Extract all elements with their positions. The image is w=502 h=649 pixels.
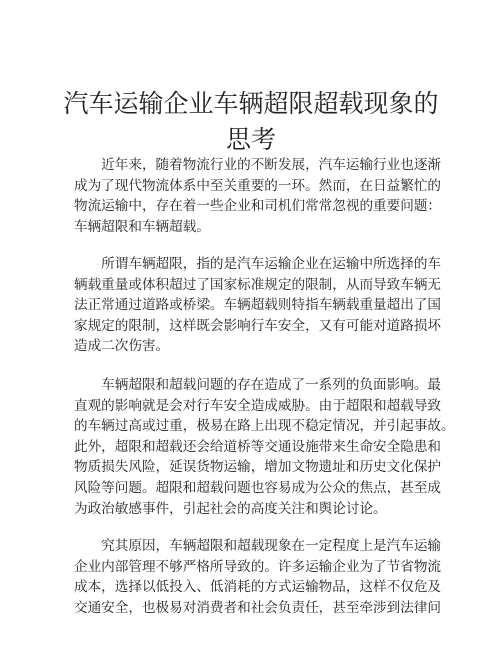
paragraph-4	[74, 536, 442, 618]
paragraph-line: 究其原因，车辆超限和超载现象在一定程度上是汽车运输	[74, 538, 442, 554]
paragraph-line: 为政治敏感事件，引起社会的高度关注和舆论讨论。	[74, 500, 387, 517]
document-title-line-2: 思考	[225, 125, 276, 154]
paragraph-line: 辆载重量或体积超过了国家标准规定的限制，从而导致车辆无	[74, 276, 442, 293]
paragraph-line: 物流运输中，存在着一些企业和司机们常常忽视的重要问题：	[74, 198, 442, 215]
paragraph-line: 造成二次伤害。	[74, 338, 170, 355]
paragraph-line: 车辆超限和车辆超载。	[74, 218, 210, 235]
paragraph-2	[74, 254, 442, 357]
paragraph-line: 交通安全，也极易对消费者和社会负责任，甚至牵涉到法律问	[74, 599, 442, 616]
paragraph-line: 家规定的限制，这样既会影响行车安全，又有可能对道路损坏	[74, 317, 442, 334]
paragraph-line: 物质损失风险，延误货物运输，增加文物遗址和历史文化保护	[74, 459, 442, 476]
paragraph-line: 成本，选择以低投入、低消耗的方式运输物品，这样不仅危及	[74, 579, 442, 596]
paragraph-line: 成为了现代物流体系中至关重要的一环。然而，在日益繁忙的	[74, 177, 442, 194]
paragraph-line: 此外，超限和超载还会给道桥等交通设施带来生命安全隐患和	[74, 438, 442, 455]
paragraph-line: 所谓车辆超限，指的是汽车运输企业在运输中所选择的车	[74, 256, 442, 272]
document-title-line-1: 汽车运输企业车辆超限超载现象的	[63, 89, 439, 118]
paragraph-line: 车辆超限和超载问题的存在造成了一系列的负面影响。最	[74, 377, 442, 393]
paragraph-line: 近年来，随着物流行业的不断发展，汽车运输行业也逐渐	[74, 157, 442, 173]
paragraph-line: 企业内部管理不够严格所导致的。许多运输企业为了节省物流	[74, 558, 442, 575]
paragraph-1	[74, 155, 442, 237]
paragraph-line: 风险等问题。超限和超载问题也容易成为公众的焦点，甚至成	[74, 479, 442, 496]
paragraph-line: 的车辆过高或过重，极易在路上出现不稳定情况，并引起事故。	[74, 418, 455, 435]
paragraph-3	[74, 375, 455, 519]
paragraph-line: 法正常通过道路或桥梁。车辆超载则特指车辆载重量超出了国	[74, 297, 442, 314]
paragraph-line: 直观的影响就是会对行车安全造成威胁。由于超限和超载导致	[74, 397, 442, 414]
